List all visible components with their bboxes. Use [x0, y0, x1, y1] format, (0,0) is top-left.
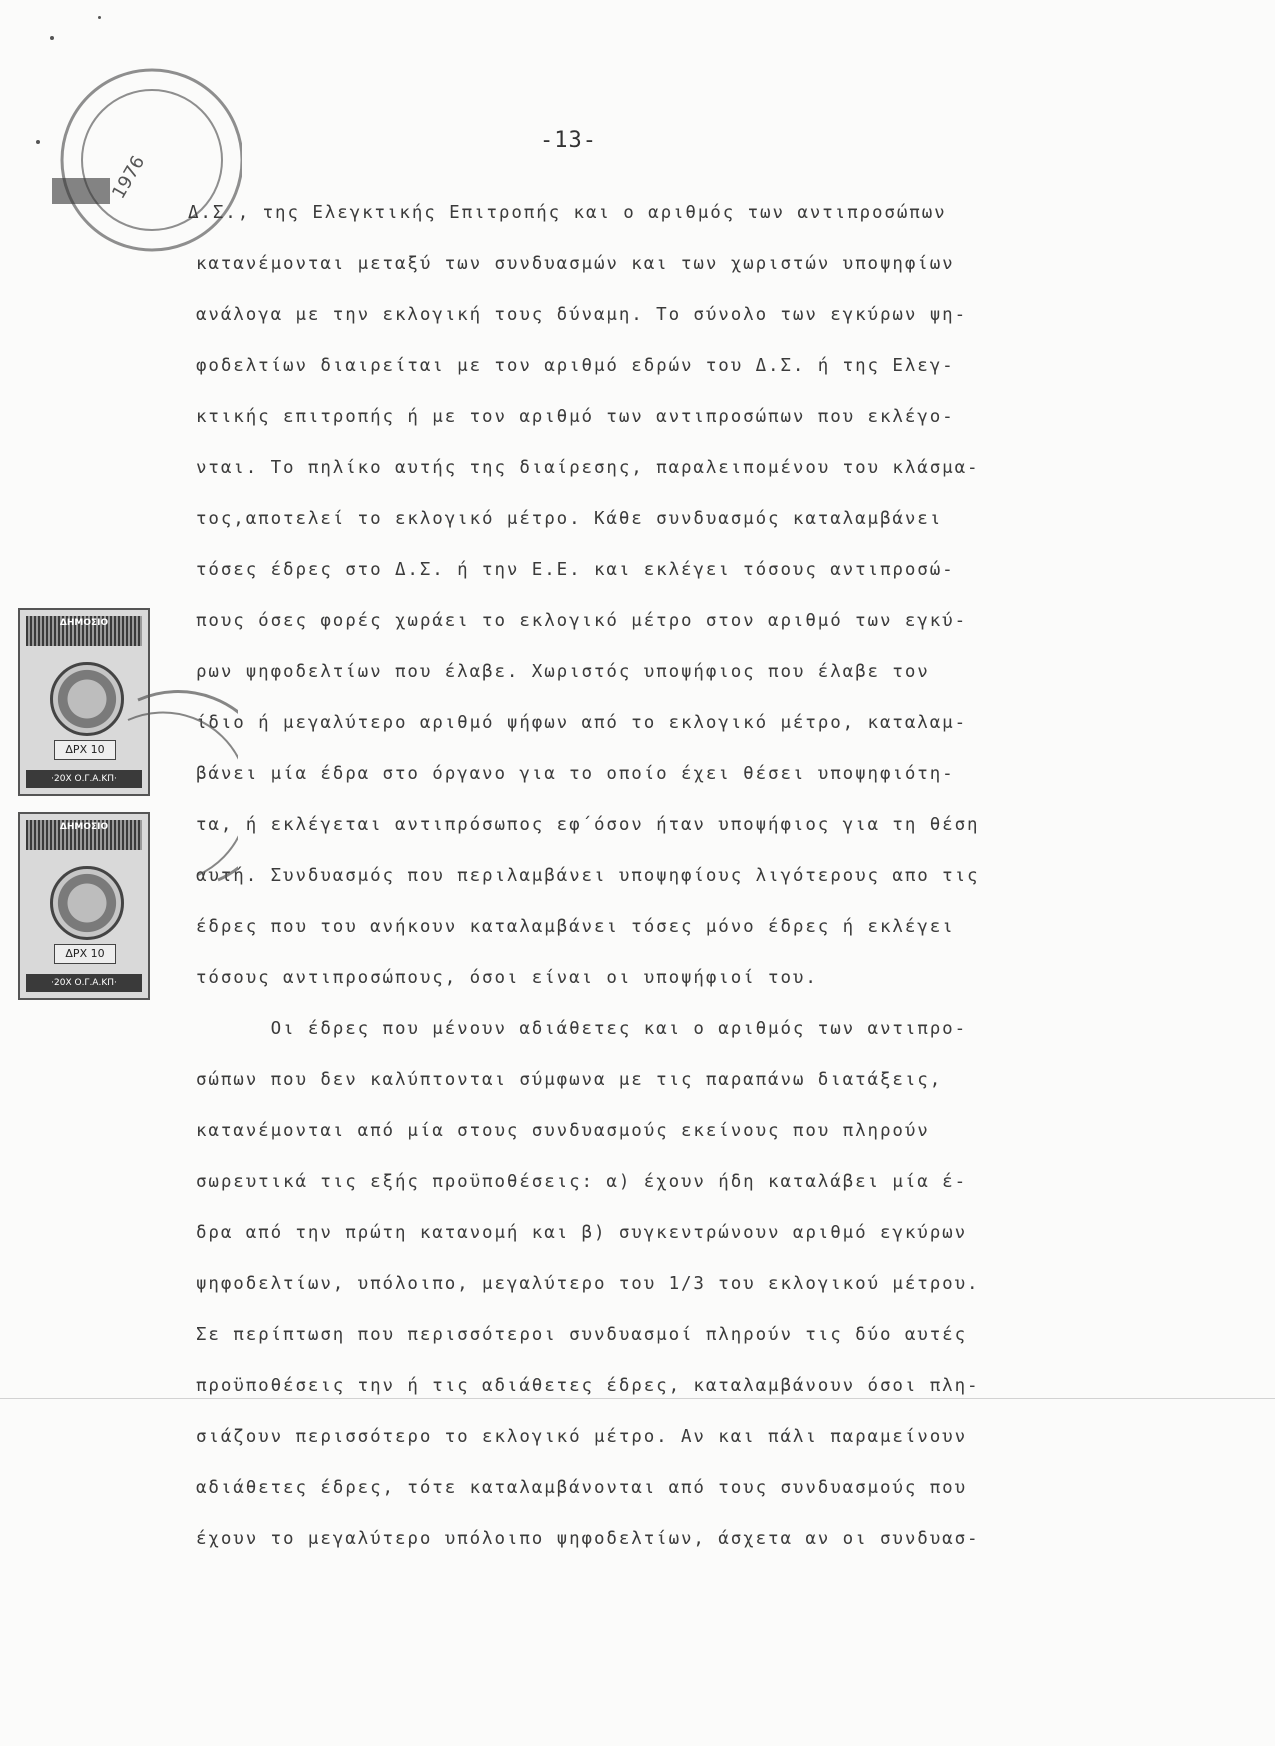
text-line: πους όσες φορές χωράει το εκλογικό μέτρο στον αριθμό των εγκύ-: [196, 611, 968, 631]
text-line: φοδελτίων διαιρείται με τον αριθμό εδρών του Δ.Σ. ή της Ελεγ-: [196, 356, 955, 376]
stamp-value: ΔΡΧ 10: [54, 944, 116, 964]
stamp-header: ΔΗΜΟΣΙΟ: [26, 616, 142, 646]
text-line: κτικής επιτροπής ή με τον αριθμό των αντιπροσώπων που εκλέγο-: [196, 407, 955, 427]
text-line: τος,αποτελεί το εκλογικό μέτρο. Κάθε συνδυασμός καταλαμβάνει: [196, 509, 943, 529]
scan-speck: [98, 16, 101, 19]
stamp-header: ΔΗΜΟΣΙΟ: [26, 820, 142, 850]
text-line: τα, ή εκλέγεται αντιπρόσωπος εφ΄όσον ήταν υποψήφιος για τη θέση: [196, 815, 980, 835]
text-line: αδιάθετες έδρες, τότε καταλαμβάνονται από τους συνδυασμούς που: [196, 1478, 968, 1498]
text-line: κατανέμονται μεταξύ των συνδυασμών και των χωριστών υποψηφίων: [196, 254, 955, 274]
text-line: προϋποθέσεις την ή τις αδιάθετες έδρες, καταλαμβάνουν όσοι πλη-: [196, 1376, 980, 1396]
scan-speck: [36, 140, 40, 144]
text-line: σώπων που δεν καλύπτονται σύμφωνα με τις παραπάνω διατάξεις,: [196, 1070, 943, 1090]
seal-year: 1976: [108, 152, 150, 203]
page-number: -13-: [540, 128, 597, 153]
stamp-footer: ·20Χ Ο.Γ.Α.ΚΠ·: [26, 974, 142, 992]
text-line: ψηφοδελτίων, υπόλοιπο, μεγαλύτερο του 1/3 του εκλογικού μέτρου.: [196, 1274, 980, 1294]
text-line: αυτή. Συνδυασμός που περιλαμβάνει υποψηφίους λιγότερους απο τις: [196, 866, 980, 886]
text-line: Δ.Σ., της Ελεγκτικής Επιτροπής και ο αριθμός των αντιπροσώπων: [188, 203, 947, 223]
text-line: ίδιο ή μεγαλύτερο αριθμό ψήφων από το εκλογικό μέτρο, καταλαμ-: [196, 713, 968, 733]
text-line: τόσους αντιπροσώπους, όσοι είναι οι υποψήφιοί του.: [196, 968, 818, 988]
stamp-value: ΔΡΧ 10: [54, 740, 116, 760]
stamp-cancel-seal: [118, 690, 238, 890]
text-line: Οι έδρες που μένουν αδιάθετες και ο αριθμός των αντιπρο-: [196, 1019, 968, 1039]
text-line: κατανέμονται από μία στους συνδυασμούς εκείνους που πληρούν: [196, 1121, 930, 1141]
text-line: έδρες που του ανήκουν καταλαμβάνει τόσες μόνο έδρες ή εκλέγει: [196, 917, 955, 937]
text-line: ανάλογα με την εκλογική τους δύναμη. Το σύνολο των εγκύρων ψη-: [196, 305, 968, 325]
text-line: Σε περίπτωση που περισσότεροι συνδυασμοί πληρούν τις δύο αυτές: [196, 1325, 968, 1345]
stamp-footer: ·20Χ Ο.Γ.Α.ΚΠ·: [26, 770, 142, 788]
stamp-emblem-icon: [50, 662, 124, 736]
text-line: νται. Το πηλίκο αυτής της διαίρεσης, παραλειπομένου του κλάσμα-: [196, 458, 980, 478]
text-line: σιάζουν περισσότερο το εκλογικό μέτρο. Αν και πάλι παραμείνουν: [196, 1427, 968, 1447]
text-line: βάνει μία έδρα στο όργανο για το οποίο έχει θέσει υποψηφιότη-: [196, 764, 955, 784]
scan-speck: [50, 36, 54, 40]
text-line: σωρευτικά τις εξής προϋποθέσεις: α) έχουν ήδη καταλάβει μία έ-: [196, 1172, 968, 1192]
text-line: έχουν το μεγαλύτερο υπόλοιπο ψηφοδελτίων, άσχετα αν οι συνδυασ-: [196, 1529, 980, 1549]
typed-body: [188, 188, 1176, 1565]
text-line: τόσες έδρες στο Δ.Σ. ή την Ε.Ε. και εκλέγει τόσους αντιπροσώ-: [196, 560, 955, 580]
text-line: δρα από την πρώτη κατανομή και β) συγκεντρώνουν αριθμό εγκύρων: [196, 1223, 968, 1243]
scan-artifact-line: [0, 1398, 1275, 1399]
stamp-emblem-icon: [50, 866, 124, 940]
text-line: ρων ψηφοδελτίων που έλαβε. Χωριστός υποψήφιος που έλαβε τον: [196, 662, 930, 682]
